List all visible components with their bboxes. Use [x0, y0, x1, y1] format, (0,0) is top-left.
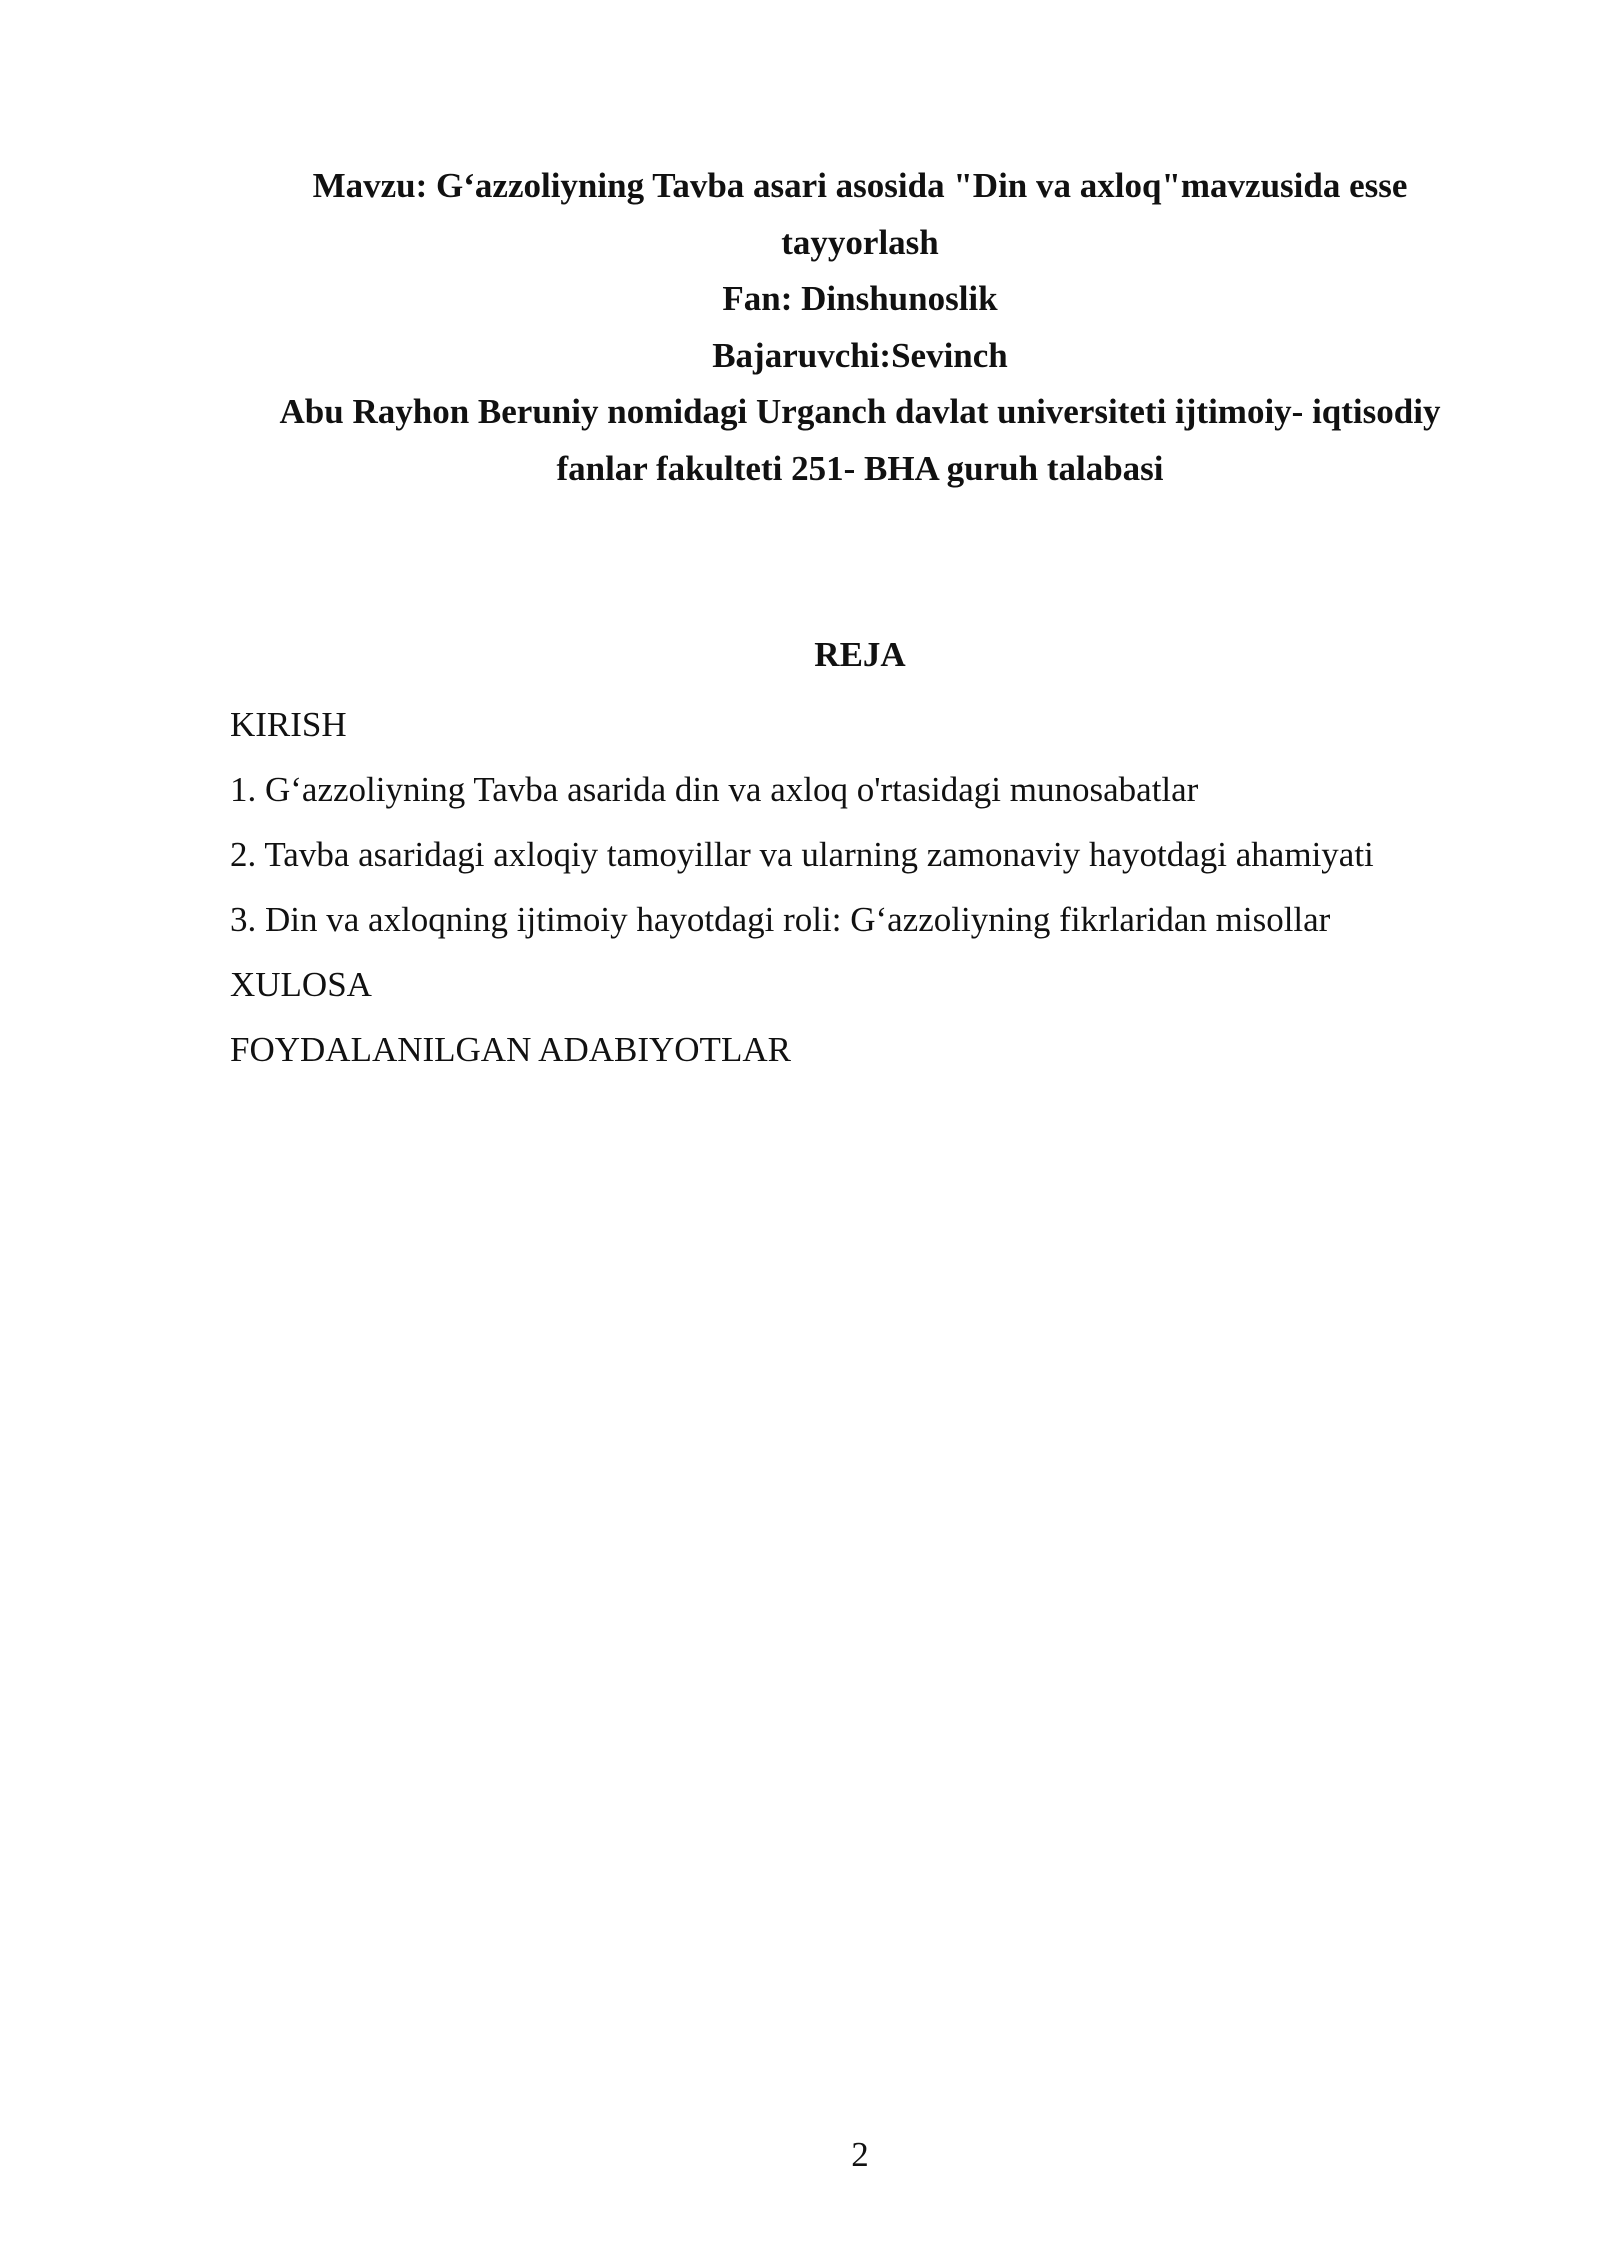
plan-item-2: 2. Tavba asaridagi axloqiy tamoyillar va ularning zamonaviy hayotdagi ahamiyati — [230, 835, 1374, 874]
subject-line: Fan: Dinshunoslik — [722, 279, 998, 319]
page-number: 2 — [851, 2135, 869, 2174]
topic-line-2: tayyorlash — [781, 222, 939, 262]
university-line-1: Abu Rayhon Beruniy nomidagi Urganch davlat universiteti ijtimoiy- iqtisodiy — [279, 392, 1441, 432]
university-line-2: fanlar fakulteti 251- BHA guruh talabasi — [556, 448, 1164, 488]
plan-item-1: 1. G‘azzoliyning Tavba asarida din va axloq o'rtasidagi munosabatlar — [230, 770, 1199, 809]
plan-item-introduction: KIRISH — [230, 705, 347, 744]
plan-heading: REJA — [814, 635, 906, 674]
topic-line-1: Mavzu: G‘azzoliyning Tavba asari asosida "Din va axloq"mavzusida esse — [312, 166, 1408, 205]
plan-item-conclusion: XULOSA — [230, 965, 372, 1004]
author-line: Bajaruvchi:Sevinch — [712, 335, 1008, 375]
plan-item-references: FOYDALANILGAN ADABIYOTLAR — [230, 1030, 791, 1069]
title-block — [220, 158, 1500, 498]
plan-list — [230, 700, 1530, 1090]
plan-item-3: 3. Din va axloqning ijtimoiy hayotdagi roli: G‘azzoliyning fikrlaridan misollar — [230, 900, 1331, 939]
